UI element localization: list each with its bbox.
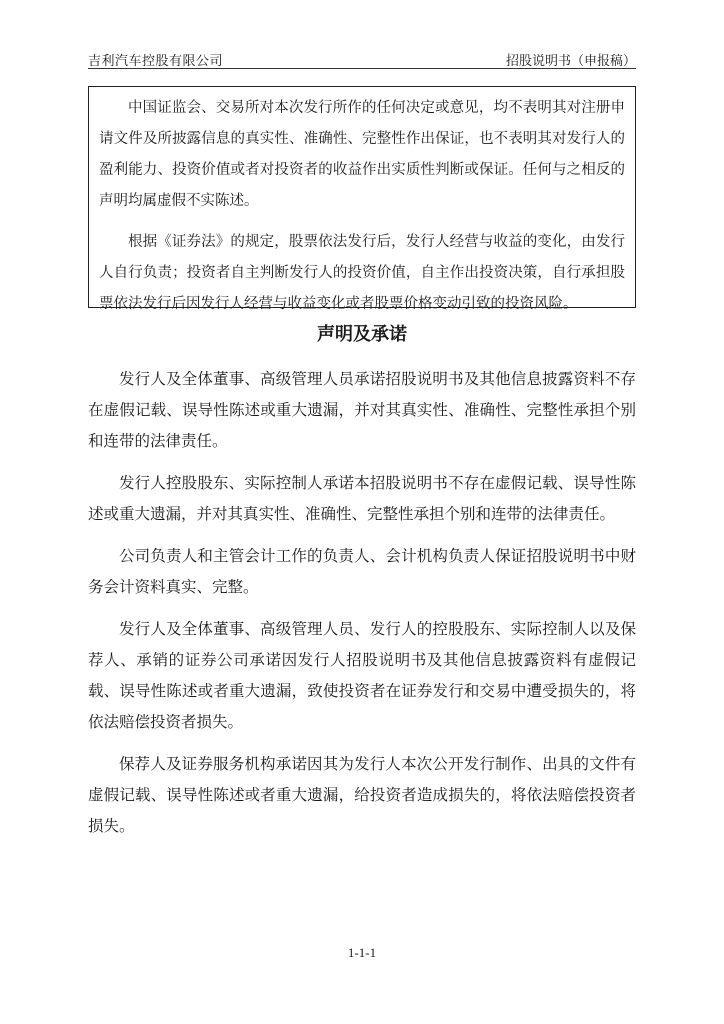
- notice-paragraph: 根据《证券法》的规定，股票依法发行后，发行人经营与收益的变化，由发行人自行负责；投资者自主判断发行人的投资价值，自主作出投资决策，自行承担股票依法发行后因发行人经营与收益变化或者股票价格变动引致的投资风险。: [99, 234, 625, 312]
- declaration-paragraph: 发行人及全体董事、高级管理人员、发行人的控股股东、实际控制人以及保荐人、承销的证券公司承诺因发行人招股说明书及其他信息披露资料有虚假记载、误导性陈述或者重大遗漏，致使投资者在证券发行和交易中遭受损失的，将依法赔偿投资者损失。: [88, 620, 636, 731]
- declaration-paragraph: 公司负责人和主管会计工作的负责人、会计机构负责人保证招股说明书中财务会计资料真实、完整。: [88, 547, 636, 596]
- declaration-paragraph: 发行人及全体董事、高级管理人员承诺招股说明书及其他信息披露资料不存在虚假记载、误导性陈述或重大遗漏，并对其真实性、准确性、完整性承担个别和连带的法律责任。: [88, 370, 636, 450]
- declaration-paragraph: 保荐人及证券服务机构承诺因其为发行人本次公开发行制作、出具的文件有虚假记载、误导性陈述或者重大遗漏，给投资者造成损失的，将依法赔偿投资者损失。: [88, 755, 636, 835]
- declaration-paragraph: 发行人控股股东、实际控制人承诺本招股说明书不存在虚假记载、误导性陈述或重大遗漏，并对其真实性、准确性、完整性承担个别和连带的法律责任。: [88, 474, 636, 523]
- declaration-body: [88, 364, 636, 853]
- regulatory-notice-box: [88, 86, 636, 312]
- page-header: [88, 48, 636, 69]
- notice-paragraph: 中国证监会、交易所对本次发行所作的任何决定或意见，均不表明其对注册申请文件及所披露信息的真实性、准确性、完整性作出保证，也不表明其对发行人的盈利能力、投资价值或者对投资者的收益作出实质性判断或保证。任何与之相反的声明均属虚假不实陈述。: [99, 100, 625, 209]
- section-title: 声明及承诺: [317, 324, 407, 345]
- header-company-name: 吉利汽车控股有限公司: [88, 54, 224, 69]
- header-document-title: 招股说明书（申报稿）: [505, 54, 636, 69]
- page-number: 1-1-1: [347, 945, 377, 960]
